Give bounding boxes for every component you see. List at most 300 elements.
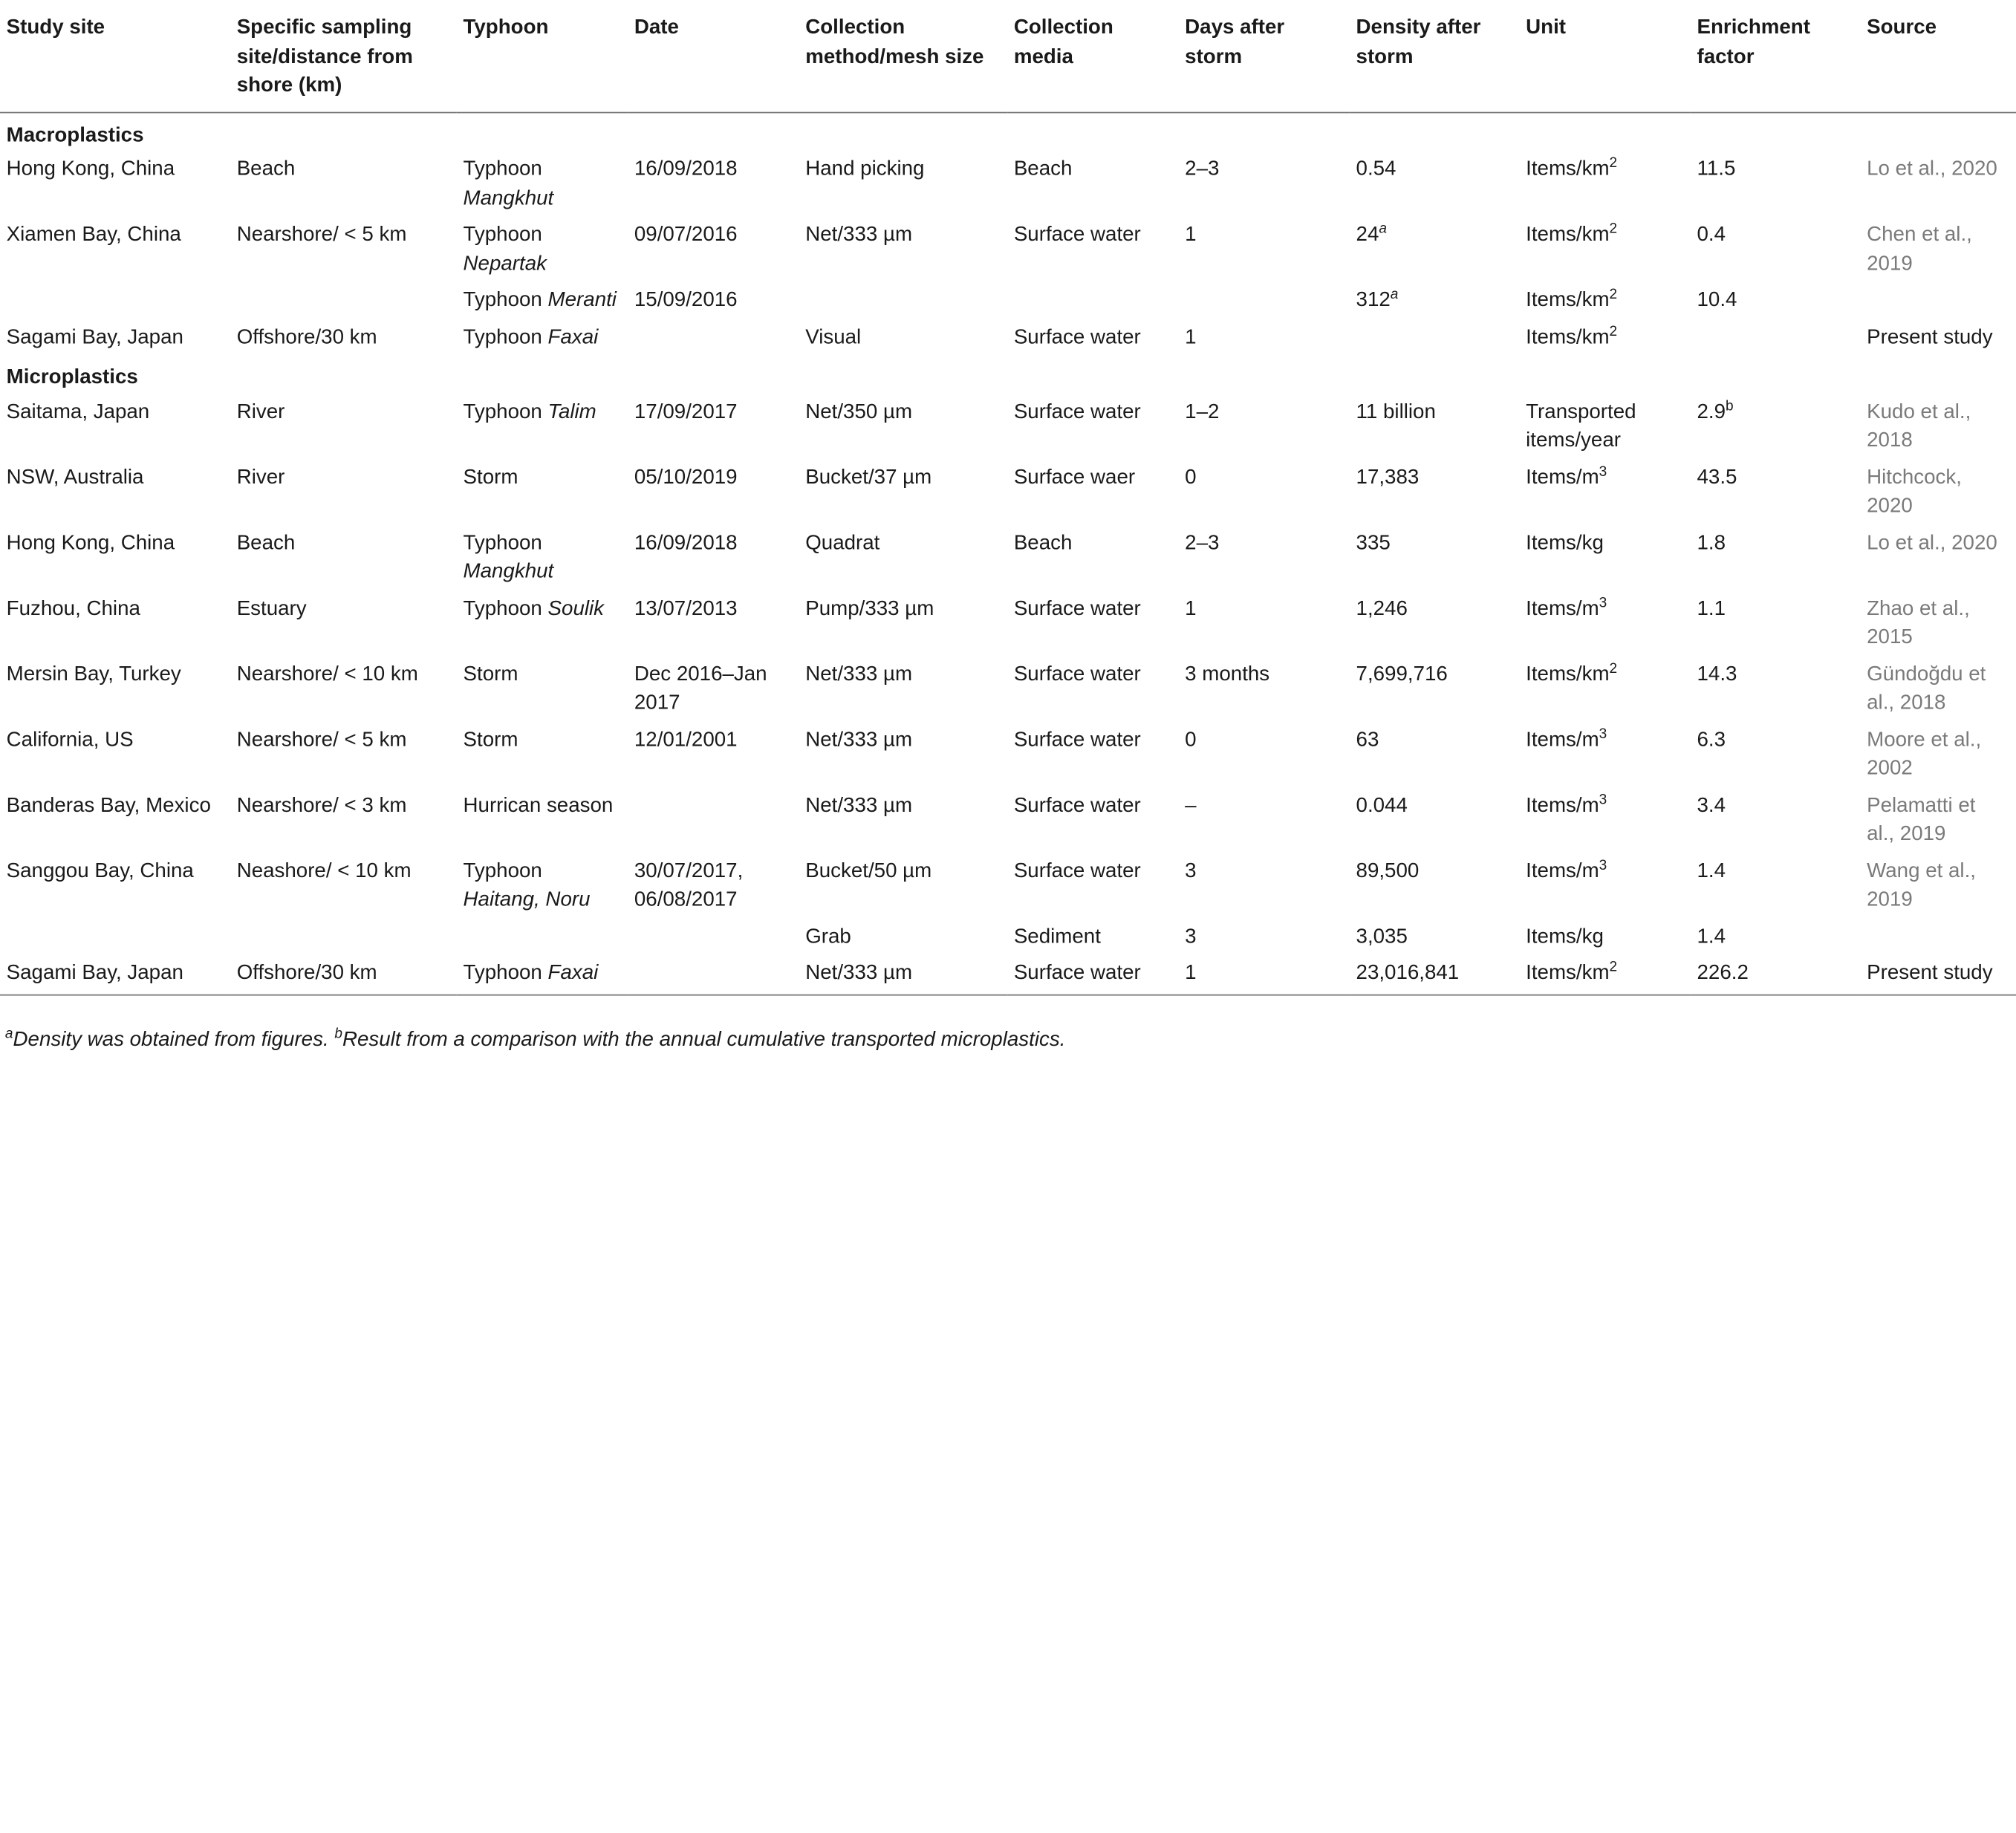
source-link[interactable]: Lo et al., 2020: [1867, 158, 1997, 180]
cell-specific-site: [230, 852, 457, 917]
cell-method: [799, 216, 1008, 281]
cell-date: [628, 918, 799, 954]
cell-density: [1350, 655, 1520, 720]
cell-source: [1860, 524, 2016, 590]
enrichment-factor-text: 43.5: [1697, 466, 1737, 489]
date-text: 16/09/2018: [634, 158, 738, 180]
date-text: 30/07/2017, 06/08/2017: [634, 859, 744, 911]
unit-text: Transported items/year: [1526, 400, 1636, 452]
source-link[interactable]: Hitchcock, 2020: [1867, 466, 1962, 518]
cell-enrichment-factor: [1691, 954, 1861, 994]
specific-site-text: Estuary: [236, 597, 307, 619]
unit-text: Items/m: [1526, 859, 1599, 882]
enrichment-factor-text: 226.2: [1697, 962, 1749, 984]
cell-method: [799, 151, 1008, 216]
media-text: Beach: [1013, 158, 1073, 180]
table-body: [0, 112, 2016, 994]
section-row: [0, 355, 2016, 393]
cell-media: [1007, 852, 1178, 917]
source-link[interactable]: Gündoğdu et al., 2018: [1867, 662, 1986, 714]
cell-enrichment-factor: [1691, 393, 1861, 458]
typhoon-prefix-text: Typhoon: [463, 597, 542, 619]
unit-exponent: 3: [1599, 463, 1607, 480]
unit-text: Items/m: [1526, 597, 1599, 619]
study-site-text: Sanggou Bay, China: [6, 859, 194, 882]
footnote-marker-b: b: [334, 1026, 342, 1042]
table-row: [0, 852, 2016, 917]
enrichment-factor-text: 10.4: [1697, 289, 1737, 312]
cell-enrichment-factor: [1691, 319, 1861, 355]
cell-density: [1350, 721, 1520, 787]
cell-source: [1860, 787, 2016, 852]
cell-source: [1860, 281, 2016, 318]
cell-typhoon: [457, 393, 628, 458]
days-text: 1: [1185, 224, 1197, 246]
column-header: Date: [628, 0, 799, 112]
cell-source: [1860, 319, 2016, 355]
method-text: Bucket/50 µm: [805, 859, 932, 882]
cell-media: [1007, 655, 1178, 720]
enrichment-factor-text: 6.3: [1697, 729, 1726, 751]
enrichment-factor-text: 0.4: [1697, 224, 1726, 246]
column-header: Typhoon: [457, 0, 628, 112]
typhoon-name-text: Faxai: [547, 326, 599, 348]
cell-typhoon: [457, 281, 628, 318]
cell-media: [1007, 393, 1178, 458]
unit-text: Items/kg: [1526, 532, 1604, 554]
cell-typhoon: [457, 721, 628, 787]
cell-unit: [1519, 787, 1690, 852]
typhoon-prefix-text: Typhoon: [463, 289, 542, 312]
footnote-a-text: Density was obtained from figures.: [13, 1029, 329, 1052]
source-link[interactable]: Moore et al., 2002: [1867, 729, 1982, 780]
unit-exponent: 3: [1599, 595, 1607, 611]
typhoon-name-text: Meranti: [547, 289, 617, 312]
days-text: –: [1185, 794, 1197, 816]
cell-date: [628, 216, 799, 281]
cell-days: [1179, 918, 1350, 954]
cell-date: [628, 458, 799, 524]
cell-specific-site: [230, 393, 457, 458]
cell-study-site: [0, 216, 230, 281]
cell-date: [628, 393, 799, 458]
typhoon-name-text: Soulik: [547, 597, 605, 619]
cell-enrichment-factor: [1691, 151, 1861, 216]
cell-unit: [1519, 216, 1690, 281]
cell-enrichment-factor: [1691, 787, 1861, 852]
cell-days: [1179, 721, 1350, 787]
typhoon-name-text: Mangkhut: [463, 187, 554, 209]
days-text: 3 months: [1185, 662, 1270, 686]
cell-study-site: [0, 458, 230, 524]
table-row: [0, 319, 2016, 355]
specific-site-text: Offshore/30 km: [236, 326, 377, 348]
cell-study-site: [0, 852, 230, 917]
cell-days: [1179, 787, 1350, 852]
date-text: 09/07/2016: [634, 224, 738, 246]
media-text: Surface water: [1013, 962, 1141, 984]
table-row: [0, 787, 2016, 852]
density-text: 312: [1356, 289, 1391, 312]
cell-days: [1179, 852, 1350, 917]
section-title: Microplastics: [6, 366, 138, 389]
days-text: 1: [1185, 326, 1197, 348]
cell-unit: [1519, 458, 1690, 524]
cell-typhoon: [457, 787, 628, 852]
date-text: 12/01/2001: [634, 729, 738, 751]
cell-typhoon: [457, 524, 628, 590]
cell-study-site: [0, 524, 230, 590]
cell-unit: [1519, 721, 1690, 787]
days-text: 1–2: [1185, 400, 1220, 423]
cell-media: [1007, 918, 1178, 954]
cell-method: [799, 524, 1008, 590]
specific-site-text: Neashore/ < 10 km: [236, 859, 412, 882]
column-header: Collection method/mesh size: [799, 0, 1008, 112]
date-text: 15/09/2016: [634, 289, 738, 312]
cell-density: [1350, 590, 1520, 655]
unit-text: Items/km: [1526, 326, 1610, 348]
cell-unit: [1519, 319, 1690, 355]
specific-site-text: Beach: [236, 158, 296, 180]
typhoon-prefix-text: Hurrican season: [463, 794, 614, 816]
density-text: 23,016,841: [1356, 962, 1460, 984]
typhoon-prefix-text: Typhoon: [463, 326, 542, 348]
cell-source: [1860, 954, 2016, 994]
cell-days: [1179, 216, 1350, 281]
enrichment-factor-text: 2.9: [1697, 400, 1726, 423]
unit-text: Items/km: [1526, 962, 1610, 984]
source-link[interactable]: Lo et al., 2020: [1867, 532, 1997, 554]
enrichment-factor-text: 11.5: [1697, 158, 1736, 180]
unit-text: Items/km: [1526, 289, 1610, 312]
cell-density: [1350, 281, 1520, 318]
density-text: 24: [1356, 224, 1379, 246]
cell-enrichment-factor: [1691, 918, 1861, 954]
unit-text: Items/km: [1526, 158, 1610, 180]
typhoon-prefix-text: Storm: [463, 466, 518, 489]
cell-media: [1007, 458, 1178, 524]
typhoon-name-text: Mangkhut: [463, 561, 554, 583]
density-text: 0.044: [1356, 794, 1408, 816]
cell-specific-site: [230, 590, 457, 655]
media-text: Surface water: [1013, 224, 1141, 246]
study-site-text: Saitama, Japan: [6, 400, 150, 423]
cell-media: [1007, 954, 1178, 994]
cell-days: [1179, 458, 1350, 524]
cell-source: [1860, 918, 2016, 954]
cell-method: [799, 281, 1008, 318]
source-link[interactable]: Wang et al., 2019: [1867, 859, 1976, 911]
cell-media: [1007, 216, 1178, 281]
cell-study-site: [0, 319, 230, 355]
density-text: 0.54: [1356, 158, 1396, 180]
typhoon-name-text: Faxai: [547, 962, 599, 984]
cell-unit: [1519, 852, 1690, 917]
cell-date: [628, 151, 799, 216]
cell-date: [628, 281, 799, 318]
cell-method: [799, 655, 1008, 720]
source-text: Present study: [1867, 326, 1993, 348]
cell-study-site: [0, 954, 230, 994]
cell-unit: [1519, 655, 1690, 720]
table-row: [0, 655, 2016, 720]
unit-exponent: 2: [1609, 323, 1618, 339]
table-row: [0, 458, 2016, 524]
density-text: 3,035: [1356, 925, 1408, 948]
specific-site-text: River: [236, 466, 285, 489]
cell-media: [1007, 787, 1178, 852]
cell-days: [1179, 319, 1350, 355]
unit-exponent: 2: [1609, 960, 1618, 975]
cell-specific-site: [230, 151, 457, 216]
unit-exponent: 2: [1609, 660, 1618, 677]
method-text: Net/333 µm: [805, 224, 913, 246]
cell-study-site: [0, 787, 230, 852]
typhoon-prefix-text: Storm: [463, 662, 518, 686]
cell-days: [1179, 151, 1350, 216]
method-text: Net/350 µm: [805, 400, 913, 423]
table-row: [0, 281, 2016, 318]
cell-density: [1350, 954, 1520, 994]
table-row: [0, 393, 2016, 458]
enrichment-factor-text: 1.4: [1697, 859, 1726, 882]
cell-unit: [1519, 918, 1690, 954]
cell-method: [799, 590, 1008, 655]
days-text: 1: [1185, 597, 1197, 619]
table-footnote: [4, 1026, 1066, 1052]
study-site-text: Fuzhou, China: [6, 597, 140, 619]
method-text: Pump/333 µm: [805, 597, 934, 619]
cell-typhoon: [457, 151, 628, 216]
cell-specific-site: [230, 787, 457, 852]
table-row: [0, 216, 2016, 281]
cell-unit: [1519, 590, 1690, 655]
cell-unit: [1519, 524, 1690, 590]
cell-days: [1179, 393, 1350, 458]
media-text: Surface water: [1013, 597, 1141, 619]
cell-density: [1350, 524, 1520, 590]
date-text: 16/09/2018: [634, 532, 738, 554]
column-header: Source: [1860, 0, 2016, 112]
cell-specific-site: [230, 281, 457, 318]
cell-enrichment-factor: [1691, 721, 1861, 787]
typhoon-name-text: Nepartak: [463, 253, 547, 275]
enrichment-factor-text: 1.4: [1697, 925, 1726, 948]
cell-unit: [1519, 151, 1690, 216]
cell-method: [799, 918, 1008, 954]
unit-text: Items/km: [1526, 224, 1610, 246]
unit-text: Items/km: [1526, 662, 1610, 686]
study-site-text: Sagami Bay, Japan: [6, 962, 183, 984]
cell-source: [1860, 216, 2016, 281]
cell-unit: [1519, 281, 1690, 318]
cell-days: [1179, 655, 1350, 720]
specific-site-text: Nearshore/ < 5 km: [236, 729, 407, 751]
method-text: Net/333 µm: [805, 962, 913, 984]
table-row: [0, 151, 2016, 216]
media-text: Beach: [1013, 532, 1073, 554]
cell-unit: [1519, 954, 1690, 994]
cell-method: [799, 852, 1008, 917]
study-site-text: Xiamen Bay, China: [6, 224, 181, 246]
cell-typhoon: [457, 590, 628, 655]
date-text: 05/10/2019: [634, 466, 738, 489]
study-site-text: Hong Kong, China: [6, 532, 175, 554]
density-footnote-marker: a: [1390, 287, 1399, 303]
source-link[interactable]: Zhao et al., 2015: [1867, 597, 1970, 648]
cell-source: [1860, 721, 2016, 787]
cell-date: [628, 787, 799, 852]
cell-study-site: [0, 655, 230, 720]
days-text: 3: [1185, 925, 1197, 948]
cell-study-site: [0, 721, 230, 787]
cell-media: [1007, 281, 1178, 318]
days-text: 3: [1185, 859, 1197, 882]
cell-days: [1179, 524, 1350, 590]
cell-method: [799, 319, 1008, 355]
cell-density: [1350, 458, 1520, 524]
enrichment-factor-text: 1.1: [1697, 597, 1726, 619]
media-text: Surface water: [1013, 794, 1141, 816]
cell-method: [799, 393, 1008, 458]
media-text: Surface water: [1013, 326, 1141, 348]
cell-density: [1350, 393, 1520, 458]
method-text: Hand picking: [805, 158, 925, 180]
cell-method: [799, 954, 1008, 994]
cell-media: [1007, 590, 1178, 655]
media-text: Sediment: [1013, 925, 1101, 948]
unit-exponent: 3: [1599, 857, 1607, 873]
date-text: 17/09/2017: [634, 400, 738, 423]
cell-specific-site: [230, 655, 457, 720]
study-site-text: Mersin Bay, Turkey: [6, 662, 181, 686]
cell-enrichment-factor: [1691, 852, 1861, 917]
study-site-text: Banderas Bay, Mexico: [6, 794, 211, 816]
typhoon-prefix-text: Typhoon: [463, 224, 542, 246]
typhoon-prefix-text: Typhoon: [463, 532, 542, 554]
table-row: [0, 721, 2016, 787]
footnote-b-text: Result from a comparison with the annual cumulative transported microplastics.: [342, 1029, 1066, 1052]
study-site-text: Sagami Bay, Japan: [6, 326, 183, 348]
cell-enrichment-factor: [1691, 524, 1861, 590]
enrichment-factor-text: 1.8: [1697, 532, 1726, 554]
study-site-text: California, US: [6, 729, 134, 751]
cell-enrichment-factor: [1691, 458, 1861, 524]
source-link[interactable]: Kudo et al., 2018: [1867, 400, 1971, 452]
cell-typhoon: [457, 918, 628, 954]
column-header: Enrichment factor: [1691, 0, 1861, 112]
unit-text: Items/m: [1526, 794, 1599, 816]
specific-site-text: Nearshore/ < 5 km: [236, 224, 407, 246]
unit-exponent: 2: [1609, 287, 1618, 303]
cell-density: [1350, 151, 1520, 216]
column-header: Study site: [0, 0, 230, 112]
cell-source: [1860, 655, 2016, 720]
cell-date: [628, 319, 799, 355]
study-site-text: NSW, Australia: [6, 466, 144, 489]
cell-unit: [1519, 393, 1690, 458]
column-header: Collection media: [1007, 0, 1178, 112]
table-row: [0, 590, 2016, 655]
section-row: [0, 112, 2016, 151]
typhoon-prefix-text: Typhoon: [463, 158, 542, 180]
unit-exponent: 2: [1609, 155, 1618, 172]
days-text: 2–3: [1185, 532, 1220, 554]
cell-media: [1007, 151, 1178, 216]
cell-specific-site: [230, 918, 457, 954]
cell-typhoon: [457, 458, 628, 524]
method-text: Net/333 µm: [805, 794, 913, 816]
specific-site-text: River: [236, 400, 285, 423]
cell-method: [799, 458, 1008, 524]
method-text: Net/333 µm: [805, 729, 913, 751]
cell-specific-site: [230, 954, 457, 994]
cell-date: [628, 852, 799, 917]
media-text: Surface water: [1013, 662, 1141, 686]
cell-study-site: [0, 151, 230, 216]
cell-date: [628, 590, 799, 655]
cell-density: [1350, 787, 1520, 852]
cell-density: [1350, 852, 1520, 917]
cell-media: [1007, 319, 1178, 355]
cell-enrichment-factor: [1691, 281, 1861, 318]
unit-exponent: 3: [1599, 726, 1607, 742]
table-row: [0, 524, 2016, 590]
column-header: Unit: [1519, 0, 1690, 112]
date-text: Dec 2016–Jan 2017: [634, 662, 767, 714]
method-text: Quadrat: [805, 532, 880, 554]
unit-text: Items/m: [1526, 466, 1599, 489]
source-link[interactable]: Chen et al., 2019: [1867, 224, 1972, 275]
density-text: 7,699,716: [1356, 662, 1448, 686]
column-header: Days after storm: [1179, 0, 1350, 112]
typhoon-prefix-text: Typhoon: [463, 962, 542, 984]
column-header: Density after storm: [1350, 0, 1520, 112]
media-text: Surface water: [1013, 400, 1141, 423]
cell-source: [1860, 852, 2016, 917]
density-text: 335: [1356, 532, 1391, 554]
specific-site-text: Nearshore/ < 3 km: [236, 794, 407, 816]
unit-exponent: 2: [1609, 221, 1618, 237]
cell-typhoon: [457, 655, 628, 720]
header-row: [0, 0, 2016, 112]
cell-days: [1179, 954, 1350, 994]
typhoon-name-text: Haitang, Noru: [463, 888, 591, 911]
source-link[interactable]: Pelamatti et al., 2019: [1867, 794, 1976, 845]
specific-site-text: Beach: [236, 532, 296, 554]
cell-specific-site: [230, 721, 457, 787]
media-text: Surface water: [1013, 729, 1141, 751]
cell-density: [1350, 918, 1520, 954]
cell-typhoon: [457, 319, 628, 355]
cell-media: [1007, 524, 1178, 590]
cell-typhoon: [457, 852, 628, 917]
density-text: 89,500: [1356, 859, 1420, 882]
section-title: Macroplastics: [6, 124, 144, 146]
cell-enrichment-factor: [1691, 216, 1861, 281]
cell-source: [1860, 393, 2016, 458]
source-text: Present study: [1867, 962, 1993, 984]
cell-specific-site: [230, 216, 457, 281]
cell-days: [1179, 281, 1350, 318]
density-text: 63: [1356, 729, 1379, 751]
cell-study-site: [0, 918, 230, 954]
cell-specific-site: [230, 524, 457, 590]
method-text: Visual: [805, 326, 862, 348]
cell-study-site: [0, 590, 230, 655]
footnote-marker-a: a: [4, 1026, 13, 1042]
